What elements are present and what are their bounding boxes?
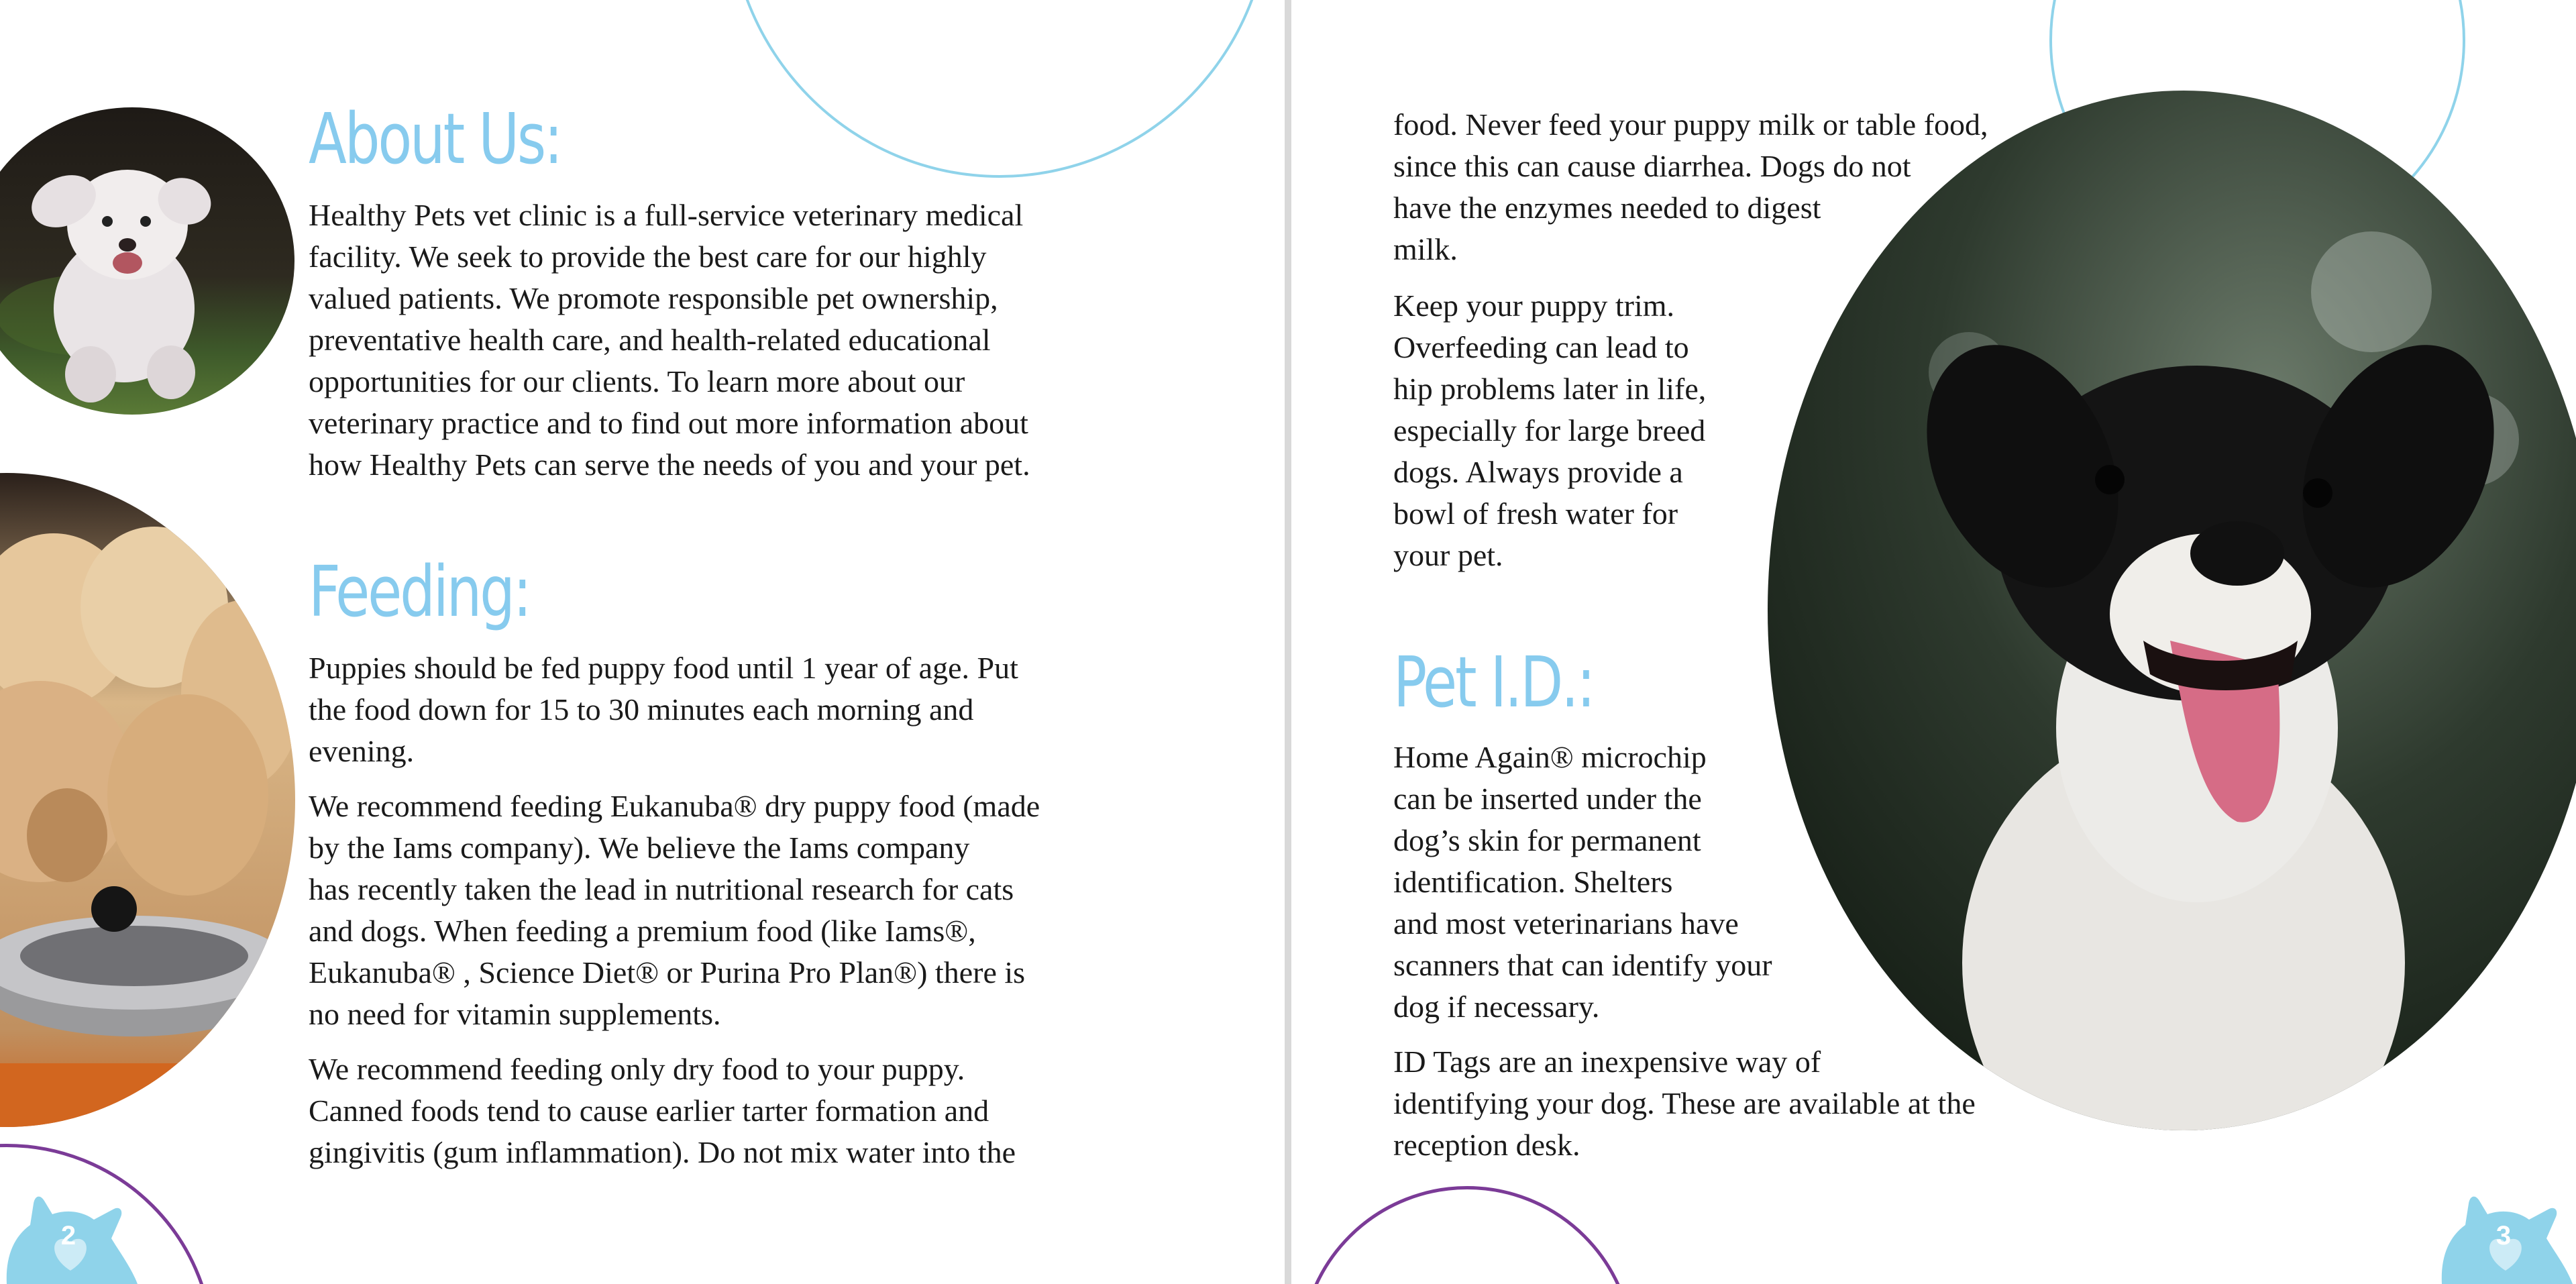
feeding-continued-paragraph: food. Never feed your puppy milk or table food, since this can cause diarrhea. Dogs do not have the enzymes needed to digest milk.	[1393, 107, 1988, 266]
about-us-text	[309, 195, 1201, 499]
keep-puppy-trim-paragraph: Keep your puppy trim. Overfeeding can lead to hip problems later in life, especially for large breed dogs. Always provide a bowl of fresh water for your pet.	[1393, 288, 1707, 572]
pet-id-text	[1393, 737, 2151, 1179]
feeding-paragraph-dry-food: We recommend feeding only dry food to your puppy. Canned foods tend to cause earlier tarter formation and gingivitis (gum inflammation). Do not mix water into the	[309, 1052, 1016, 1169]
page-gutter	[1285, 0, 1291, 1284]
page-number-left: 2	[60, 1221, 76, 1250]
about-us-paragraph: Healthy Pets vet clinic is a full-service veterinary medical facility. We seek to provide the best care for our highly valued patients. We promote responsible pet ownership, preventative health care, and health-related educational opportunities for our clients. To learn more about our veterinary practice and to find out more information about how Healthy Pets can serve the needs of you and your pet.	[309, 198, 1030, 482]
brochure-page-left	[0, 0, 1285, 1284]
puppies-eating-photo	[0, 473, 295, 1127]
page-number-right: 3	[2496, 1221, 2512, 1250]
about-us-heading: About Us:	[309, 98, 561, 180]
decorative-circle-purple	[1299, 1186, 1635, 1284]
feeding-continued-text	[1393, 104, 2151, 284]
feeding-heading: Feeding:	[309, 551, 530, 633]
keep-puppy-trim-text	[1393, 285, 1796, 590]
brochure-page-right	[1291, 0, 2576, 1284]
pet-id-paragraph-tags: ID Tags are an inexpensive way of identifying your dog. These are available at the reception desk.	[1393, 1045, 1976, 1162]
decorative-circle-blue	[728, 0, 1271, 178]
feeding-paragraph-eukanuba: We recommend feeding Eukanuba® dry puppy food (made by the Iams company). We believe the Iams company has recently taken the lead in nutritional research for cats and dogs. When feeding a premium food (like Iams®, Eukanuba® , Science Diet® or Purina Pro Plan®) there is no need for vitamin supplements.	[309, 789, 1040, 1031]
pet-id-heading: Pet I.D.:	[1393, 641, 1594, 723]
feeding-paragraph-age: Puppies should be fed puppy food until 1 year of age. Put the food down for 15 to 30 minutes each morning and evening.	[309, 651, 1018, 768]
running-dog-photo	[0, 107, 294, 415]
pet-id-paragraph-microchip: Home Again® microchip can be inserted under the dog’s skin for permanent identification. Shelters and most veterinarians have scanners that can identify your dog if necessary.	[1393, 740, 1772, 1024]
feeding-text	[309, 647, 1201, 1187]
